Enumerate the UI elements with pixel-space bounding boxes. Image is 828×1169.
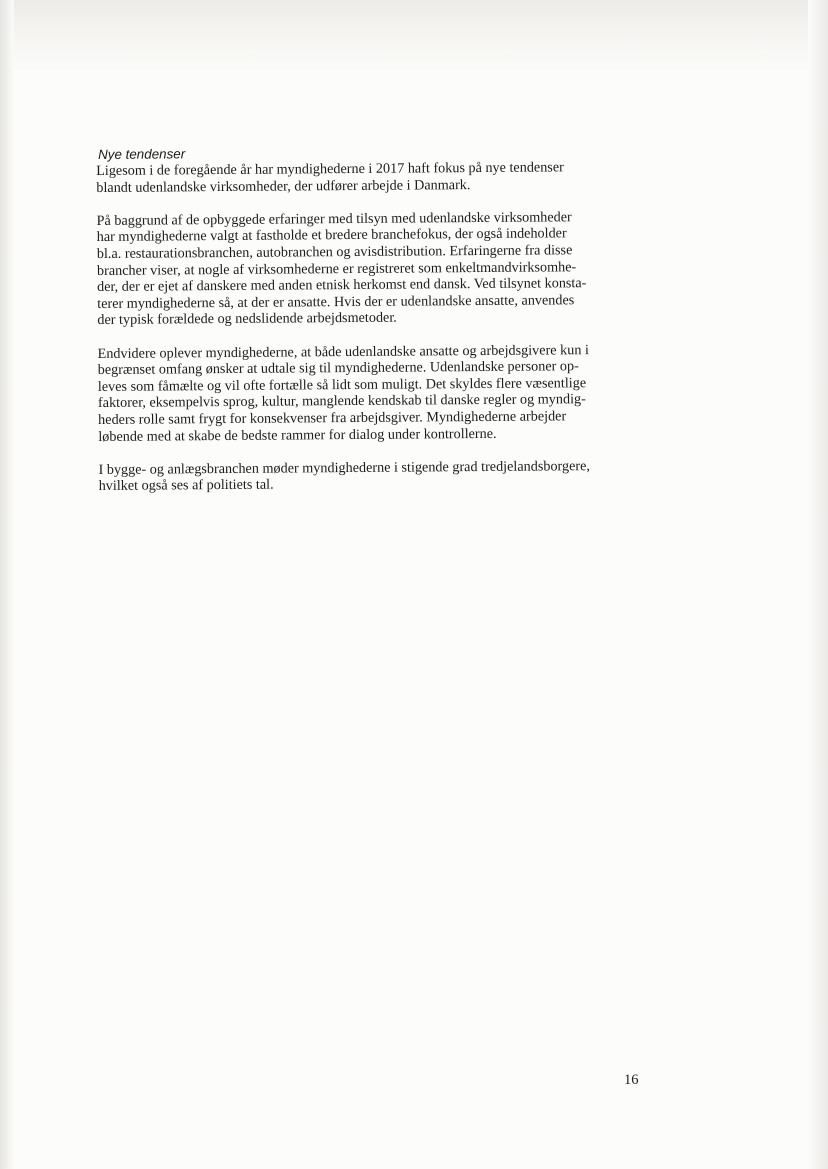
- text-line: løbende med at skabe de bedste rammer for dialog under kontrollerne.: [98, 425, 497, 445]
- text-line: brancher viser, at nogle af virksomhederne er registreret som enkeltmandvirksomhe-: [96, 258, 577, 279]
- paragraph-1: [96, 159, 616, 196]
- page-number: 16: [624, 1072, 639, 1088]
- text-line: terer myndighederne så, at der er ansatte. Hvis der er udenlandske ansatte, anvendes: [97, 291, 575, 312]
- section-heading: Nye tendenser: [98, 146, 186, 162]
- text-line: På baggrund af de opbyggede erfaringer med tilsyn med udenlandske virksomheder: [96, 209, 572, 229]
- text-line: der, der er ejet af danskere med anden etnisk herkomst end dansk. Ved tilsynet konsta-: [97, 275, 587, 296]
- scan-shadow-top: [0, 0, 828, 70]
- text-line: har myndighederne valgt at fastholde et bredere branchefokus, der også indeholder: [96, 225, 567, 246]
- scan-shadow-right: [808, 0, 828, 1169]
- text-line: faktorer, eksempelvis sprog, kultur, manglende kendskab til danske regler og myndig-: [97, 391, 586, 412]
- text-line: Endvidere oplever myndighederne, at både udenlandske ansatte og arbejdsgivere kun i: [97, 341, 589, 362]
- paragraph-4: [98, 458, 618, 495]
- text-line: blandt udenlandske virksomheder, der udfører arbejde i Danmark.: [96, 176, 471, 196]
- text-line: begrænset omfang ønsker at udtale sig til myndighederne. Udenlandske personer op-: [97, 358, 579, 379]
- paragraph-2: [97, 209, 618, 329]
- text-line: hvilket også ses af politiets tal.: [98, 476, 274, 495]
- document-body: [96, 142, 619, 512]
- text-line: Ligesom i de foregående år har myndighederne i 2017 haft fokus på nye tendenser: [96, 159, 564, 179]
- scan-shadow-left: [0, 0, 14, 1169]
- text-line: leves som fåmælte og vil ofte fortælle så lidt som muligt. Det skyldes flere væsentlige: [97, 374, 587, 395]
- text-line: der typisk forældede og nedslidende arbejdsmetoder.: [97, 309, 397, 329]
- text-line: heders rolle samt frygt for konsekvenser fra arbejdsgiver. Myndighederne arbejder: [98, 408, 567, 428]
- text-line: I bygge- og anlægsbranchen møder myndighederne i stigende grad tredjelandsborgere,: [98, 457, 591, 478]
- text-line: bl.a. restaurationsbranchen, autobranchen og avisdistribution. Erfaringerne fra disse: [96, 242, 573, 262]
- paragraph-3: [98, 341, 619, 445]
